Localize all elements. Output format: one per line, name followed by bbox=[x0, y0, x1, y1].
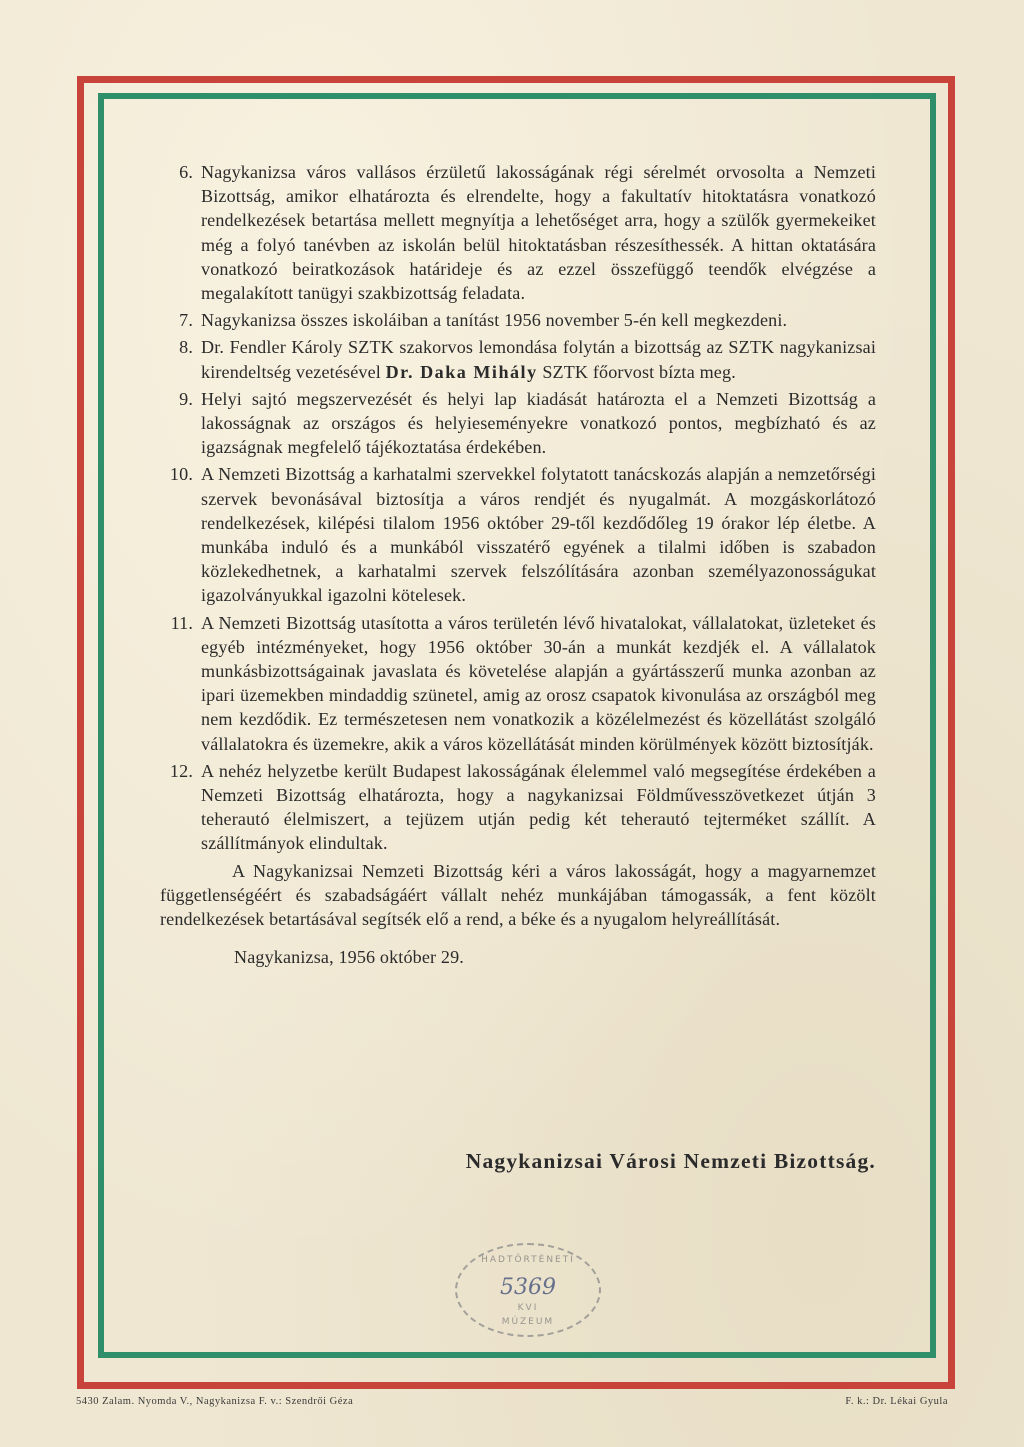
document-body bbox=[160, 160, 876, 970]
item-number: 12. bbox=[169, 760, 193, 781]
item-number: 8. bbox=[179, 337, 193, 358]
stamp-number: 5369 bbox=[500, 1275, 556, 1300]
item-text-before: Dr. Fendler Károly SZTK szakorvos lemondása folytán a bizottság az SZTK nagykanizsai kirendeltség vezetésével bbox=[201, 337, 876, 382]
list-item-9 bbox=[160, 387, 876, 460]
museum-stamp bbox=[455, 1243, 601, 1337]
stamp-middle-text: KVI bbox=[517, 1303, 539, 1313]
item-text: A nehéz helyzetbe került Budapest lakosságának élelemmel való megsegítése érdekében a Nemzeti Bizottság elhatározta, hogy a nagykanizsai Földművesszövetkezet útján 3 teherautó élelmiszert, a tejüzem utján pedig két teherautó tejterméket szállít. A szállítmányok elindultak. bbox=[201, 760, 876, 854]
item-text: Nagykanizsa város vallásos érzületű lakosságának régi sérelmét orvosolta a Nemzeti Bizottság, amikor elhatározta és elrendelte, hogy a fakultatív hitoktatásra vonatkozó rendelkezések betartása mellett megnyítja a lehetőséget arra, hogy a szülők gyermekeiket még a folyó tanévben az iskolán belül hitoktatásban részesíthessék. A hittan oktatására vonatkozó beiratkozások határideje és az ezzel összefüggő teendők elvégzése a megalakított tanügyi szakbizottság feladata. bbox=[201, 162, 876, 304]
dateline: Nagykanizsa, 1956 október 29. bbox=[234, 947, 464, 968]
item-number: 6. bbox=[179, 162, 193, 182]
list-item-12 bbox=[160, 759, 876, 856]
signature: Nagykanizsai Városi Nemzeti Bizottság. bbox=[465, 1149, 876, 1173]
item-text: Nagykanizsa összes iskoláiban a tanítást 1956 november 5-én kell megkezdeni. bbox=[201, 310, 788, 331]
item-number: 10. bbox=[169, 464, 193, 485]
item-number: 11. bbox=[170, 612, 193, 633]
stamp-bottom-text: MÚZEUM bbox=[501, 1317, 555, 1327]
list-item-8 bbox=[160, 335, 876, 383]
list-item-6 bbox=[160, 160, 876, 305]
stamp-top-text: HADTÖRTÉNETI bbox=[481, 1255, 575, 1265]
item-text: A Nemzeti Bizottság utasította a város területén lévő hivatalokat, vállalatokat, üzleteket és egyéb intézményeket, hogy 1956 október 30-án a munkát kezdjék el. A vállalatok munkásbizottságainak javaslata és követelése alapján a gyártásszerű munka azonban az ipari üzemekben mindaddig szünetel, amig az orosz csapatok kivonulása az országból meg nem kezdődik. Ez természetesen nem vonatkozik a közélelmezést és közellátást szolgáló vállalatokra és üzemekre, akik a város közellátását minden körülmények között biztosítják. bbox=[201, 612, 876, 754]
printer-imprint: 5430 Zalam. Nyomda V., Nagykanizsa F. v.: Szendrői Géza bbox=[76, 1396, 354, 1407]
responsible-editor: F. k.: Dr. Lékai Gyula bbox=[845, 1396, 948, 1407]
closing-paragraph: A Nagykanizsai Nemzeti Bizottság kéri a város lakosságát, hogy a magyarnemzet függetlenségéért és szabadságáért vállalt nehéz munkájában támogassák, a fent közölt rendelkezések betartásával segítsék elő a rend, a béke és a nyugalom helyreállítását. bbox=[160, 860, 876, 930]
item-text: A Nemzeti Bizottság a karhatalmi szervekkel folytatott tanácskozás alapján a nemzetőrségi szervek bevonásával biztosítja a város rendjét és nyugalmát. A mozgáskorlátozó rendelkezések, kilépési tilalom 1956 október 29-től kezdődőleg 19 órakor lép életbe. A munkába induló és a munkából visszatérő egyének a tilalmi időben is szabadon közlekedhetnek, a karhatalmi szervek felszólítására azonban személyazonosságukat igazolványukkal igazolni kötelesek. bbox=[201, 464, 876, 606]
list-item-10 bbox=[160, 462, 876, 607]
item-text-bold-name: Dr. Daka Mihály bbox=[385, 361, 538, 382]
list-item-11 bbox=[160, 611, 876, 756]
item-text: Helyi sajtó megszervezését és helyi lap kiadását határozta el a Nemzeti Bizottság a lakosságnak az országos és helyieseményekre vonatkozó pontos, megbízható és az igazságnak megfelelő tájékoztatása érdekében. bbox=[201, 388, 876, 458]
list-item-7 bbox=[160, 308, 876, 332]
item-text-after: SZTK főorvost bízta meg. bbox=[537, 361, 736, 382]
item-number: 9. bbox=[179, 388, 193, 409]
item-number: 7. bbox=[179, 310, 193, 331]
